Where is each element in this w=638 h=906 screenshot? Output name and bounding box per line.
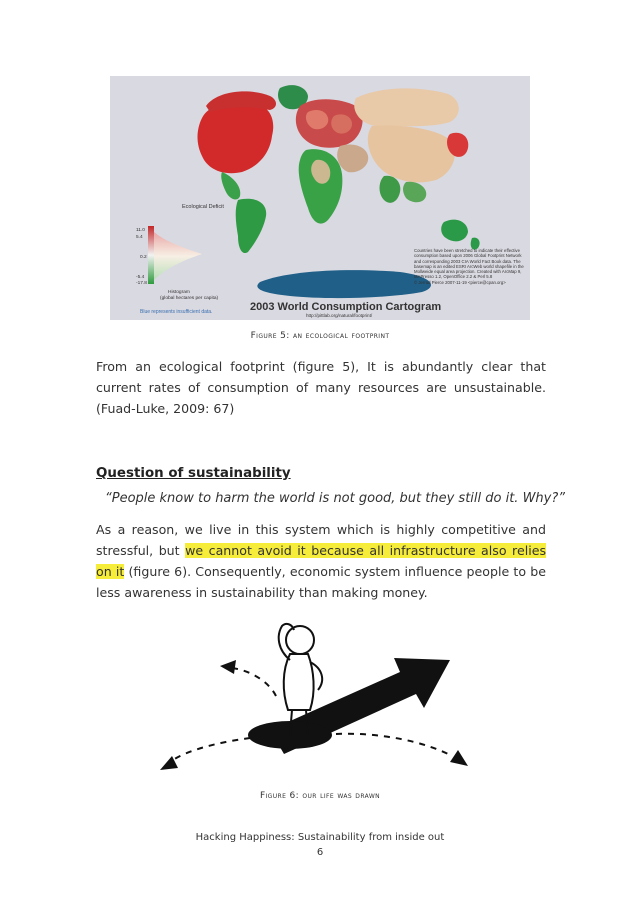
- world-cartogram-image: [110, 76, 530, 320]
- central-america-region: [221, 172, 240, 199]
- australia-region: [441, 220, 468, 242]
- paragraph-reason-end: (figure 6). Consequently, economic system influence people to be less awareness in sustainability than making money.: [96, 564, 546, 600]
- legend-title: Ecological Deficit: [182, 204, 224, 210]
- page-number: 6: [316, 847, 324, 858]
- arrowhead-up-left: [220, 660, 236, 674]
- figure6-caption: Figure 6: our life was drawn: [259, 791, 381, 801]
- map-url: http://pittlab.org/natural/footprint/: [306, 313, 373, 318]
- india-region: [380, 176, 401, 203]
- dashed-path-right: [336, 734, 452, 756]
- arrowhead-right: [450, 750, 468, 766]
- south-america-region: [236, 199, 267, 253]
- life-drawing-figure: [150, 610, 490, 780]
- legend-tick-4: -5.4: [136, 275, 145, 280]
- dashed-path-down-left: [170, 738, 250, 762]
- dashed-path-up-left: [232, 668, 276, 696]
- histogram-label: Histogram: [168, 290, 190, 295]
- antarctica-region: [257, 270, 431, 298]
- asia-region: [368, 126, 455, 183]
- paragraph-footprint: From an ecological footprint (figure 5), It is abundantly clear that current rates of consumption of many resources are unsustainable. (Fuad-Luke, 2009: 67): [96, 359, 546, 416]
- legend-tick-2: 5.4: [136, 235, 143, 240]
- europe-region: [296, 99, 363, 148]
- north-america-region: [198, 101, 274, 173]
- southeast-asia-region: [403, 182, 426, 203]
- figure-head: [286, 626, 314, 654]
- map-title: 2003 World Consumption Cartogram: [250, 301, 442, 313]
- middle-east-region: [337, 144, 368, 172]
- map-description-block: [414, 248, 526, 314]
- legend-histogram: [154, 232, 202, 280]
- section-quote: “People know to harm the world is not good, but they still do it. Why?”: [105, 491, 565, 506]
- highlighted-text: we cannot avoid it because all infrastructure also relies on it: [96, 543, 547, 579]
- blue-data-note: Blue represents insufficient data.: [140, 309, 213, 315]
- legend-scale: [136, 226, 202, 286]
- paragraph-reason-start: As a reason, we live in this system which is highly competitive and stressful, but: [96, 522, 546, 558]
- life-drawing: [150, 610, 490, 780]
- legend-tick-5: -17.8: [136, 281, 147, 286]
- histogram-unit: (global hectares per capita): [160, 296, 219, 301]
- paragraph-reason: [96, 519, 546, 603]
- section-heading: Question of sustainability: [96, 466, 291, 481]
- legend-tick-3: 0.2: [140, 255, 147, 260]
- cartogram-drawing: [110, 76, 530, 320]
- map-description: Countries have been stretched to indicate their effective consumption based upon 2006 Global Footprint Network and corresponding 2003 CIA World Fact Book data. The basemap is an edited ESRI ArcWeb world shapefile in the Mollweide equal area projection. Created with ArcMap 9, MAPresso 1.2, OpenOffice 2.2 & Perl 5.8: [414, 248, 524, 280]
- map-credit: © Jerrad Pierce 2007-11-19 <pierce@cpan.org>: [414, 279, 506, 285]
- legend-color-bar: [148, 226, 154, 284]
- figure5-caption: Figure 5: an ecological footprint: [250, 331, 390, 341]
- footer-title: Hacking Happiness: Sustainability from inside out: [195, 832, 445, 843]
- legend-tick-1: 11.0: [136, 228, 145, 233]
- figure-body: [284, 654, 314, 710]
- russia-region: [354, 88, 459, 126]
